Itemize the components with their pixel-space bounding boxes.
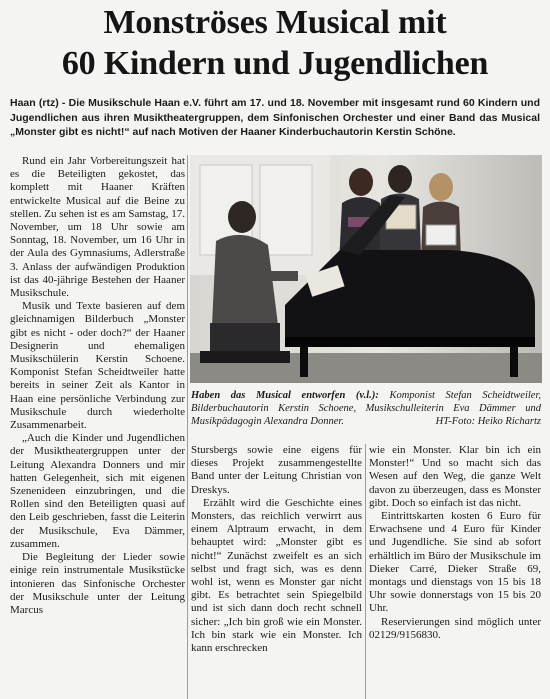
headline	[8, 2, 542, 84]
column-3-paragraph: Reservierungen sind möglich unter 02129/9156830.	[369, 615, 541, 641]
article-column-1	[10, 155, 185, 699]
column-1-paragraph: Musik und Texte basieren auf dem gleichnamigen Bilderbuch „Monster gibt es nicht - oder doch?“ der Haaner Designerin und ehemaligen Musikschülerin Kerstin Schoene. Komponist Stefan Scheidtweiler hatte bereits in seiner Zeit als Kantor in Haan eine persönliche Verbindung zur Musikschule durch wiederholte Zusammenarbeit.	[10, 300, 185, 432]
column-1-paragraph: Rund ein Jahr Vorbereitungszeit hat es die Beteiligten gekostet, das komplett mit Haaner Kräften entwickelte Musical auf die Beine zu stellen. Zu sehen ist es am Samstag, 17. November, um 18 Uhr sowie am Sonntag, 18. November, um 16 Uhr in der Aula des Gymnasiums, Adlerstraße 3. Anlass der aufwändigen Produktion ist das 40-jährige Bestehen der Haaner Musikschule.	[10, 155, 185, 300]
article-column-3	[369, 444, 541, 699]
headline-line-1: Monströses Musical mit	[103, 4, 447, 41]
headline-line-2: 60 Kindern und Jugendlichen	[61, 45, 489, 82]
caption-heading: Haben das Musical entworfen (v.l.):	[191, 390, 379, 401]
column-divider	[187, 155, 188, 699]
column-2-paragraph: Erzählt wird die Geschichte eines Monsters, das reichlich verwirrt aus einem Alptraum erwacht, in dem behauptet wird: „Monster gibt es nicht!“ Zunächst zweifelt es an sich selbst und fragt sich, was es denn wohl ist, wenn es Monster gar nicht gibt. Es betrachtet sein Spiegelbild und ist sich dann doch recht schnell sicher: „Ich bin groß wie ein Monster. Ich bin stark wie ein Monster. Ich kann erschrecken	[191, 496, 362, 655]
photo-credit: HT-Foto: Heiko Richartz	[435, 416, 541, 427]
caption-text: Komponist Stefan Scheidtweiler, Bilderbuchautorin Kerstin Schoene, Musikschulleiterin Eva Dämmer und Musikpädagogin Alexandra Donner.	[191, 390, 541, 427]
column-3-paragraph: wie ein Monster. Klar bin ich ein Monster!“ Und so macht sich das Wesen auf den Weg, die ganze Welt davon zu überzeugen, dass es Monster gibt. Doch so einfach ist das nicht.	[369, 444, 541, 509]
column-2-paragraph: Stursbergs sowie eine eigens für dieses Projekt zusammengestellte Band unter der Leitung Christian von Dreskys.	[191, 444, 362, 496]
lead-paragraph: Haan (rtz) - Die Musikschule Haan e.V. führt am 17. und 18. November mit insgesamt rund 60 Kindern und Jugendlichen aus ihren Musiktheatergruppen, dem Sinfonischen Orchester und einer Band das Musical „Monster gibt es nicht!“ auf nach Motiven der Haaner Kinderbuchautorin Kerstin Schöne.	[10, 97, 540, 138]
photo-illustration	[190, 155, 542, 383]
column-1-paragraph: Die Begleitung der Lieder sowie einige rein instrumentale Musikstücke intonieren das Sinfonische Orchester der Musikschule unter der Leitung Marcus	[10, 551, 185, 616]
article-column-2	[191, 444, 362, 699]
column-divider	[365, 444, 366, 699]
column-1-paragraph: „Auch die Kinder und Jugendlichen der Musiktheatergruppen unter der Leitung Alexandra Donners und mir hatten Gelegenheit, sich mit eigenen Szenenideen einzubringen, und die Rollen sind den Beteiligten quasi auf den Leib geschrieben, fasst die Leiterin der Musikschule, Eva Dämmer, zusammen.	[10, 432, 185, 550]
column-3-paragraph: Eintrittskarten kosten 6 Euro für Erwachsene und 4 Euro für Kinder und Jugendliche. Sie sind ab sofort erhältlich im Büro der Musikschule im Dieker Carré, Dieker Straße 69, montags und dienstags von 15 bis 18 Uhr sowie donnerstags von 15 bis 20 Uhr.	[369, 510, 541, 615]
article-photo	[190, 155, 542, 383]
